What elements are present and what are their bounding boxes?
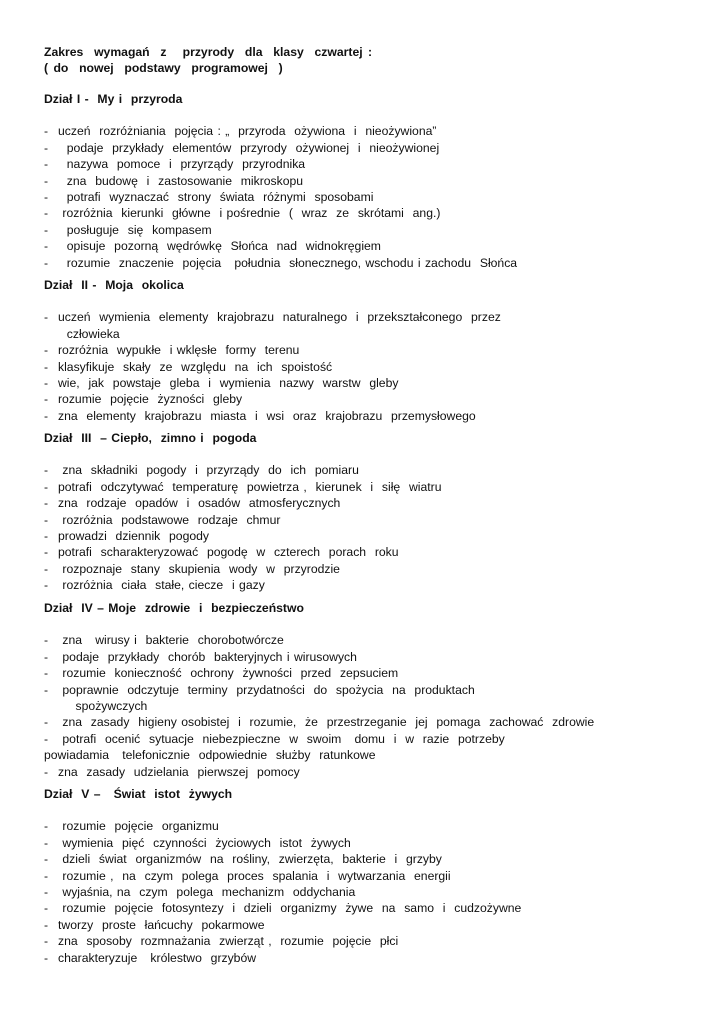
section-4-heading: Dział IV – Moje zdrowie i bezpieczeństwo <box>44 601 304 615</box>
list-item: - podaje przykłady chorób bakteryjnych i wirusowych <box>44 649 357 664</box>
section-5-heading: Dział V – Świat istot żywych <box>44 787 233 801</box>
list-item: - wymienia pięć czynności życiowych istot żywych <box>44 835 351 850</box>
list-item: - zna składniki pogody i przyrządy do ich pomiaru <box>44 463 359 478</box>
list-item: - potrafi scharakteryzować pogodę w czterech porach roku <box>44 545 399 560</box>
list-item: - nazywa pomoce i przyrządy przyrodnika <box>44 157 306 172</box>
list-item: - zna zasady udzielania pierwszej pomocy <box>44 764 300 779</box>
list-item: - poprawnie odczytuje terminy przydatności do spożycia na produktach spożywczych <box>44 682 684 715</box>
list-item: - zna budowę i zastosowanie mikroskopu <box>44 173 304 188</box>
list-item: - rozumie pojęcie żyzności gleby <box>44 392 243 407</box>
list-item: - potrafi wyznaczać strony świata różnymi sposobami <box>44 190 374 205</box>
list-item: - uczeń rozróżniania pojęcia : „ przyroda ożywiona i nieożywiona” <box>44 124 437 139</box>
list-item: - opisuje pozorną wędrówkę Słońca nad widnokręgiem <box>44 239 381 254</box>
list-item: - potrafi ocenić sytuacje niebezpieczne w swoim domu i w razie potrzeby powiadamia telefonicznie odpowiednie służby ratunkowe <box>44 731 684 764</box>
section-2-heading: Dział II - Moja okolica <box>44 278 184 292</box>
list-item: - zna wirusy i bakterie chorobotwórcze <box>44 633 284 648</box>
list-item: - zna elementy krajobrazu miasta i wsi oraz krajobrazu przemysłowego <box>44 408 476 423</box>
section-1 <box>44 91 684 271</box>
list-item: - wie, jak powstaje gleba i wymienia nazwy warstw gleby <box>44 376 399 391</box>
list-item: - zna sposoby rozmnażania zwierząt , rozumie pojęcie płci <box>44 934 399 949</box>
title-line-1: Zakres wymagań z przyrody dla klasy czwartej : <box>44 45 373 59</box>
list-item: - charakteryzuje królestwo grzybów <box>44 950 257 965</box>
section-5-list <box>44 818 684 966</box>
list-item: - dzieli świat organizmów na rośliny, zwierzęta, bakterie i grzyby <box>44 852 442 867</box>
section-1-heading: Dział I - My i przyroda <box>44 92 183 106</box>
list-item: - posługuje się kompasem <box>44 222 212 237</box>
list-item: - rozumie , na czym polega proces spalania i wytwarzania energii <box>44 868 451 883</box>
section-3-list <box>44 462 684 593</box>
section-4-list <box>44 632 684 780</box>
list-item: - zna zasady higieny osobistej i rozumie, że przestrzeganie jej pomaga zachować zdrowie <box>44 715 595 730</box>
section-3 <box>44 430 684 594</box>
list-item: - klasyfikuje skały ze względu na ich spoistość <box>44 359 333 374</box>
list-item: - rozróżnia ciała stałe, ciecze i gazy <box>44 578 265 593</box>
list-item: - rozumie znaczenie pojęcia południa słonecznego, wschodu i zachodu Słońca <box>44 255 518 270</box>
section-1-list <box>44 123 684 271</box>
section-5 <box>44 786 684 966</box>
list-item: - tworzy proste łańcuchy pokarmowe <box>44 917 265 932</box>
list-item: - rozróżnia podstawowe rodzaje chmur <box>44 512 281 527</box>
list-item-continuation: spożywczych <box>58 699 148 714</box>
list-item-continuation: człowieka <box>58 326 120 341</box>
list-item: - rozumie pojęcie fotosyntezy i dzieli organizmy żywe na samo i cudzożywne <box>44 901 522 916</box>
section-2-list <box>44 309 684 424</box>
list-item: - rozumie pojęcie organizmu <box>44 819 219 834</box>
section-2 <box>44 277 684 424</box>
list-item: - uczeń wymienia elementy krajobrazu naturalnego i przekształconego przez człowieka <box>44 309 684 342</box>
list-item: - wyjaśnia, na czym polega mechanizm oddychania <box>44 885 356 900</box>
title-line-2: ( do nowej podstawy programowej ) <box>44 61 283 76</box>
list-item: - rozróżnia wypukłe i wklęsłe formy terenu <box>44 343 300 358</box>
list-item-continuation: powiadamia telefonicznie odpowiednie służby ratunkowe <box>44 748 376 763</box>
list-item: - potrafi odczytywać temperaturę powietrza , kierunek i siłę wiatru <box>44 479 442 494</box>
section-3-heading: Dział III – Ciepło, zimno i pogoda <box>44 431 257 445</box>
list-item: - rozróżnia kierunki główne i pośrednie ( wraz ze skrótami ang.) <box>44 206 441 221</box>
list-item: - podaje przykłady elementów przyrody ożywionej i nieożywionej <box>44 140 440 155</box>
list-item: - rozumie konieczność ochrony żywności przed zepsuciem <box>44 666 399 681</box>
list-item: - zna rodzaje opadów i osadów atmosferycznych <box>44 496 341 511</box>
document-title <box>44 44 372 77</box>
list-item: - rozpoznaje stany skupienia wody w przyrodzie <box>44 561 340 576</box>
list-item: - prowadzi dziennik pogody <box>44 529 210 544</box>
section-4 <box>44 600 684 780</box>
